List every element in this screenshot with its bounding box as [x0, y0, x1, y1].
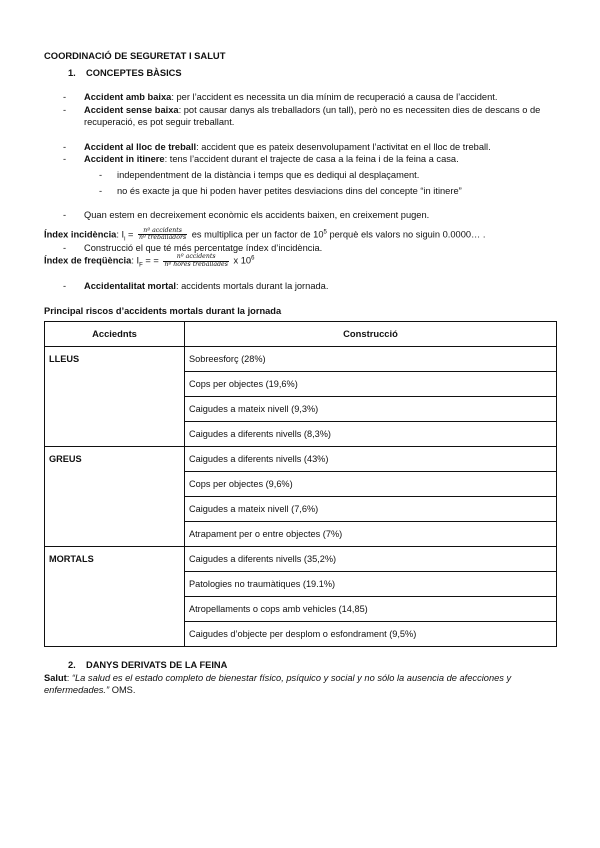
- table-row: [45, 547, 557, 572]
- bullet-accident-lloc-treball: [44, 141, 556, 154]
- term-accident-sense-baixa: Accident sense baixa: [84, 104, 179, 115]
- bullet-decreixement-text: Quan estem en decreixement econòmic els accidents baixen, en creixement pugen.: [84, 210, 430, 221]
- formula-symbol: : I: [131, 255, 140, 266]
- bullet-construccio-text: Construcció el que té més percentatge índex d’incidència.: [84, 242, 323, 253]
- salut-definition: [44, 672, 556, 697]
- table-cell: Caigudes a mateix nivell (7,6%): [185, 497, 557, 522]
- salut-quote: “La salud es el estado completo de bienestar físico, psíquico y social y no sólo la ausencia de afecciones y enfermedades.”: [44, 672, 512, 696]
- text-accident-amb-baixa: : per l’accident es necessita un dia mínim de recuperació a causa de l’accident.: [171, 92, 498, 103]
- index-incidencia-text: es multiplica per un factor de 10: [189, 229, 324, 240]
- index-frequencia-label: Índex de freqüència: [44, 255, 132, 266]
- table-cell: Cops per objectes (19,6%): [185, 372, 557, 397]
- section-2-title: DANYS DERIVATS DE LA FEINA: [86, 660, 228, 671]
- fraction-incidencia: [138, 228, 187, 242]
- table-row: [45, 447, 557, 472]
- index-incidencia-line: [44, 228, 556, 242]
- table-cell: Caigudes a diferents nivells (35,2%): [185, 547, 557, 572]
- fraction-numerator: nº accidents: [163, 254, 229, 262]
- exponent: 6: [251, 255, 255, 262]
- index-frequencia-line: [44, 254, 556, 268]
- table-title: Principal riscos d’accidents mortals durant la jornada: [44, 305, 282, 316]
- table-cell: Caigudes a mateix nivell (9,3%): [185, 397, 557, 422]
- exponent: 5: [323, 228, 327, 235]
- table-row: [45, 347, 557, 372]
- term-accident-amb-baixa: Accident amb baixa: [84, 92, 172, 103]
- salut-colon: :: [66, 672, 72, 683]
- sub-bullet-dash: -: [99, 169, 103, 180]
- fraction-frequencia: [163, 254, 229, 268]
- bullet-accident-sense-baixa: [44, 104, 556, 129]
- index-incidencia-label: Índex incidència: [44, 229, 117, 240]
- bullet-dash: -: [63, 281, 67, 292]
- bullet-dash: -: [63, 154, 67, 165]
- table-header-row: [45, 322, 557, 347]
- table-cell: Atropellaments o cops amb vehicles (14,85): [185, 597, 557, 622]
- sub-bullet-text: independentment de la distància i temps que es dediqui al desplaçament.: [117, 169, 420, 180]
- formula-equals: = =: [142, 255, 162, 266]
- section-2-number: 2.: [68, 660, 76, 671]
- table-cell: Caigudes a diferents nivells (43%): [185, 447, 557, 472]
- category-greus: GREUS: [45, 447, 185, 547]
- table-cell: Sobreesforç (28%): [185, 347, 557, 372]
- bullet-dash: -: [63, 210, 67, 221]
- text-accident-sense-baixa: : pot causar danys als treballadors (un tall), però no es necessiten dies de descans o de recuperació, es pot seguir treballant.: [84, 104, 541, 128]
- bullet-construccio: [44, 242, 556, 255]
- risk-table: [44, 321, 557, 647]
- section-2-heading: [68, 659, 556, 672]
- category-mortals: MORTALS: [45, 547, 185, 647]
- text-accident-lloc-treball: : accident que es pateix desenvolupament l’activitat en el lloc de treball.: [196, 141, 491, 152]
- table-cell: Caigudes a diferents nivells (8,3%): [185, 422, 557, 447]
- sub-bullet-dash: -: [99, 185, 103, 196]
- term-accident-lloc-treball: Accident al lloc de treball: [84, 141, 197, 152]
- bullet-accident-in-itinere: [44, 153, 556, 166]
- salut-source: OMS.: [109, 685, 136, 696]
- bullet-dash: -: [63, 92, 67, 103]
- section-1-number: 1.: [68, 67, 76, 78]
- fraction-denominator: nº treballadors: [139, 234, 187, 242]
- bullet-dash: -: [63, 242, 67, 253]
- fraction-denominator: nº hores treballades: [164, 260, 228, 268]
- formula-equals: =: [125, 229, 137, 240]
- bullet-accidentalitat-mortal: [44, 280, 556, 293]
- bullet-dash: -: [63, 141, 67, 152]
- text-accident-in-itinere: : tens l’accident durant el trajecte de casa a la feina i de la feina a casa.: [164, 154, 459, 165]
- table-header-construccio: Construcció: [185, 322, 557, 347]
- salut-label: Salut: [44, 672, 67, 683]
- bullet-decreixement: [44, 209, 556, 222]
- table-cell: Patologies no traumàtiques (19.1%): [185, 572, 557, 597]
- index-frequencia-times: x 10: [230, 255, 252, 266]
- table-cell: Cops per objectes (9,6%): [185, 472, 557, 497]
- doc-title: COORDINACIÓ DE SEGURETAT I SALUT: [44, 50, 226, 61]
- sub-bullet-text: no és exacte ja que hi poden haver petites desviacions dins del concepte “in itinere”: [117, 185, 462, 196]
- table-header-accidents: Acciednts: [45, 322, 185, 347]
- category-lleus: LLEUS: [45, 347, 185, 447]
- text-accidentalitat-mortal: : accidents mortals durant la jornada.: [175, 281, 329, 292]
- section-1-title: CONCEPTES BÀSICS: [86, 67, 182, 78]
- formula-subscript: i: [124, 235, 126, 242]
- bullet-dash: -: [63, 104, 67, 115]
- section-1-heading: [68, 67, 556, 80]
- term-accident-in-itinere: Accident in itinere: [84, 154, 165, 165]
- bullet-accident-amb-baixa: [44, 91, 556, 104]
- formula-subscript: F: [139, 262, 143, 269]
- sub-bullet-desviacions: [44, 185, 556, 198]
- sub-bullet-distancia: [44, 169, 556, 182]
- fraction-numerator: nº accidents: [138, 228, 187, 236]
- index-incidencia-text-after: perquè els valors no siguin 0.0000… .: [326, 229, 486, 240]
- formula-symbol: : I: [116, 229, 125, 240]
- term-accidentalitat-mortal: Accidentalitat mortal: [84, 281, 176, 292]
- table-cell: Atrapament per o entre objectes (7%): [185, 522, 557, 547]
- table-cell: Caigudes d’objecte per desplom o esfondrament (9,5%): [185, 622, 557, 647]
- document-page: [44, 50, 556, 697]
